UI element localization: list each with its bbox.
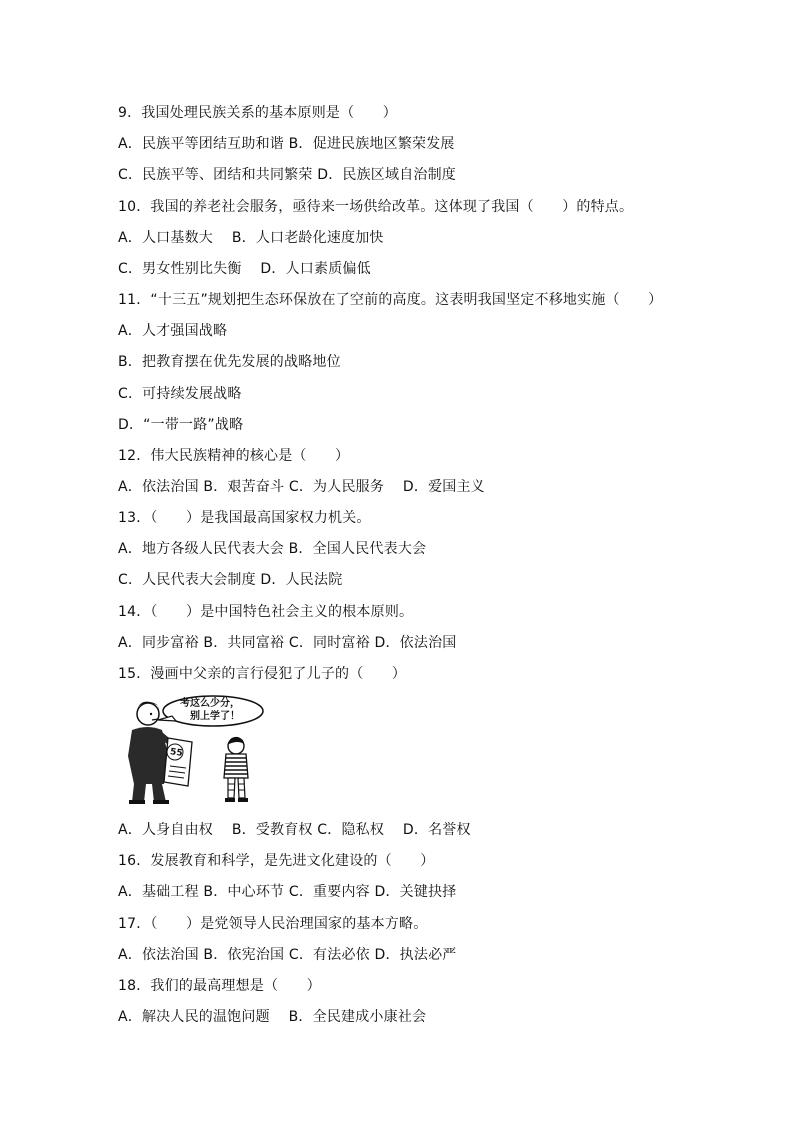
question-16: 16．发展教育和科学，是先进文化建设的（ ） — [118, 853, 435, 869]
question-9: 9．我国处理民族关系的基本原则是（ ） — [118, 105, 397, 121]
question-13-options-ab: A．地方各级人民代表大会 B．全国人民代表大会 — [118, 541, 427, 557]
speech-bubble-line-2: 别上学了！ — [190, 711, 240, 722]
question-15-options: A．人身自由权 B．受教育权 C．隐私权 D．名誉权 — [118, 822, 471, 838]
question-12-options: A．依法治国 B．艰苦奋斗 C．为人民服务 D．爱国主义 — [118, 479, 485, 495]
question-10: 10．我国的养老社会服务，亟待来一场供给改革。这体现了我国（ ）的特点。 — [118, 199, 634, 215]
cartoon-father-son — [118, 694, 270, 806]
question-9-options-ab: A．民族平等团结互助和谐 B．促进民族地区繁荣发展 — [118, 136, 455, 152]
speech-bubble-line-1: 考这么少分， — [180, 698, 240, 709]
question-17-options: A．依法治国 B．依宪治国 C．有法必依 D．执法必严 — [118, 947, 457, 963]
question-10-options-cd: C．男女性别比失衡 D．人口素质偏低 — [118, 261, 371, 277]
question-10-options-ab: A．人口基数大 B．人口老龄化速度加快 — [118, 230, 384, 246]
question-11-option-b: B．把教育摆在优先发展的战略地位 — [118, 354, 341, 370]
question-15: 15．漫画中父亲的言行侵犯了儿子的（ ） — [118, 666, 407, 682]
question-17: 17．（ ）是党领导人民治理国家的基本方略。 — [118, 916, 428, 932]
question-18-options: A．解决人民的温饱问题 B．全民建成小康社会 — [118, 1009, 427, 1025]
question-14-options: A．同步富裕 B．共同富裕 C．同时富裕 D．依法治国 — [118, 635, 457, 651]
question-11: 11．“十三五”规划把生态环保放在了空前的高度。这表明我国坚定不移地实施（ ） — [118, 292, 663, 308]
question-11-option-a: A．人才强国战略 — [118, 323, 228, 339]
question-11-option-c: C．可持续发展战略 — [118, 386, 242, 402]
question-13: 13．（ ）是我国最高国家权力机关。 — [118, 510, 371, 526]
question-13-options-cd: C．人民代表大会制度 D．人民法院 — [118, 572, 343, 588]
question-12: 12．伟大民族精神的核心是（ ） — [118, 448, 350, 464]
question-16-options: A．基础工程 B．中心环节 C．重要内容 D．关键抉择 — [118, 884, 457, 900]
question-11-option-d: D．“一带一路”战略 — [118, 417, 244, 433]
question-9-options-cd: C．民族平等、团结和共同繁荣 D．民族区域自治制度 — [118, 167, 457, 183]
test-score: 55 — [169, 747, 184, 759]
question-18: 18．我们的最高理想是（ ） — [118, 978, 321, 994]
question-14: 14．（ ）是中国特色社会主义的根本原则。 — [118, 604, 414, 620]
